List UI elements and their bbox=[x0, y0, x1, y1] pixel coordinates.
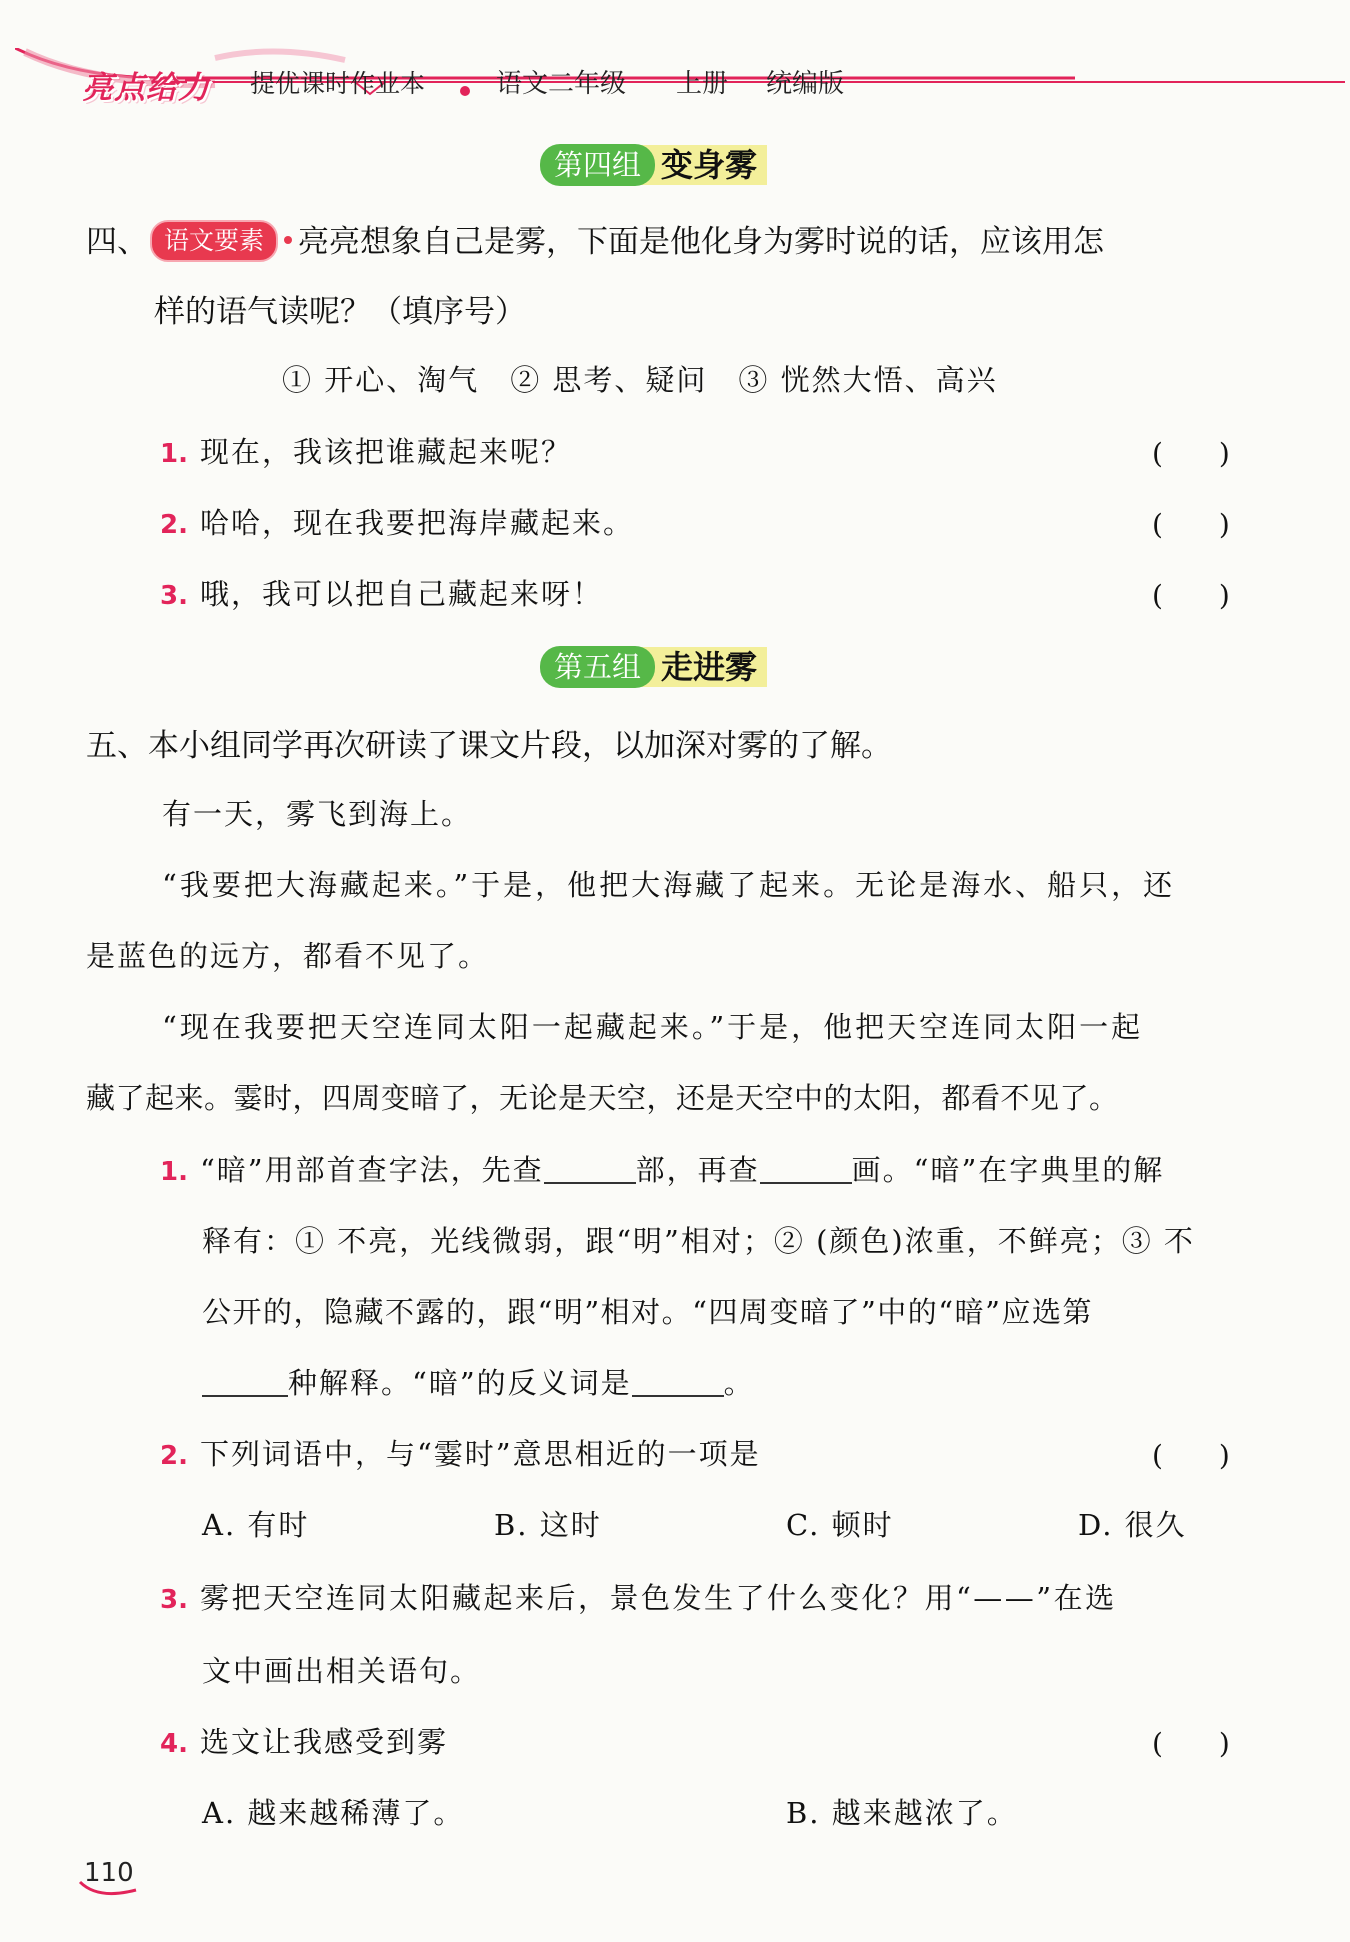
passage-line-2: “我要把大海藏起来。”于是，他把大海藏了起来。无论是海水、船只，还 bbox=[162, 868, 1176, 902]
page-number: 110 bbox=[84, 1858, 134, 1888]
q4-item-2 bbox=[160, 501, 634, 542]
sub1-line4a: 种解释。“暗”的反义词是 bbox=[288, 1366, 632, 1400]
item-number: 2. bbox=[160, 510, 188, 540]
q4-label: 四、 bbox=[86, 224, 148, 260]
choice-a[interactable]: A. 有时 bbox=[202, 1508, 310, 1542]
header-subtitle: 提优课时作业本 bbox=[250, 69, 426, 98]
item-number: 1. bbox=[160, 1157, 188, 1187]
sub1-part2: 部，再查 bbox=[635, 1153, 760, 1187]
q5-sub4 bbox=[160, 1720, 448, 1761]
q5-sub3-line2: 文中画出相关语句。 bbox=[202, 1654, 482, 1688]
item-number: 2. bbox=[160, 1441, 188, 1471]
fill-blank-strokes[interactable] bbox=[760, 1154, 852, 1184]
q4-item-3-answer: ( ) bbox=[1152, 579, 1230, 612]
group4-tag: 第四组 bbox=[540, 144, 655, 186]
sub1-part3: 画。“暗”在字典里的解 bbox=[851, 1153, 1165, 1187]
choice-d[interactable]: D. 很久 bbox=[1078, 1508, 1187, 1542]
passage-line-1: 有一天，雾飞到海上。 bbox=[162, 797, 473, 831]
group4-name: 变身雾 bbox=[639, 145, 767, 185]
q5-sub4-answer: ( ) bbox=[1152, 1727, 1230, 1760]
group4-title bbox=[540, 143, 767, 187]
fill-blank-radical[interactable] bbox=[544, 1154, 636, 1184]
choice-b[interactable]: B. 越来越浓了。 bbox=[786, 1796, 1018, 1830]
q5-sub2-answer: ( ) bbox=[1152, 1439, 1230, 1472]
sub1-line4b: 。 bbox=[723, 1366, 755, 1400]
fill-blank-antonym[interactable] bbox=[632, 1367, 724, 1397]
group5-name: 走进雾 bbox=[639, 647, 767, 687]
choice-a[interactable]: A. 越来越稀薄了。 bbox=[202, 1796, 465, 1830]
q4-item-1-answer: ( ) bbox=[1152, 437, 1230, 470]
q4-options: ① 开心、淘气 ② 思考、疑问 ③ 恍然大悟、高兴 bbox=[282, 363, 998, 397]
sub3-line1: 雾把天空连同太阳藏起来后，景色发生了什么变化？用“——”在选 bbox=[199, 1581, 1117, 1615]
q5-sub1-line4 bbox=[202, 1361, 755, 1402]
header-volume: 上册 bbox=[676, 69, 729, 99]
item-text: 哈哈，现在我要把海岸藏起来。 bbox=[199, 506, 634, 540]
item-number: 3. bbox=[160, 1585, 188, 1615]
passage-line-4: “现在我要把天空连同太阳一起藏起来。”于是，他把天空连同太阳一起 bbox=[162, 1010, 1144, 1044]
q4-heading bbox=[86, 216, 1104, 262]
q4-item-2-answer: ( ) bbox=[1152, 508, 1230, 541]
choice-c[interactable]: C. 顿时 bbox=[786, 1508, 894, 1542]
passage-line-5: 藏了起来。霎时，四周变暗了，无论是天空，还是天空中的太阳，都看不见了。 bbox=[86, 1081, 1119, 1115]
q4-text-line1: 亮亮想象自己是雾，下面是他化身为雾时说的话，应该用怎 bbox=[298, 224, 1105, 260]
q5-heading: 五、本小组同学再次研读了课文片段，以加深对雾的了解。 bbox=[86, 728, 892, 764]
sub4-text: 选文让我感受到雾 bbox=[199, 1725, 448, 1759]
q5-sub1-line2: 释有：① 不亮，光线微弱，跟“明”相对；② (颜色)浓重，不鲜亮；③ 不 bbox=[202, 1224, 1195, 1258]
choice-b[interactable]: B. 这时 bbox=[494, 1508, 602, 1542]
q4-text-line2: 样的语气读呢？（填序号） bbox=[154, 294, 526, 330]
group5-title bbox=[540, 645, 767, 689]
q5-sub3-line1 bbox=[160, 1576, 1117, 1617]
q4-badge: 语文要素 bbox=[150, 220, 278, 262]
q5-sub1-line1 bbox=[160, 1148, 1164, 1189]
header-edition: 统编版 bbox=[766, 69, 845, 99]
q5-sub2 bbox=[160, 1432, 761, 1473]
q4-item-3 bbox=[160, 572, 603, 613]
passage-line-3: 是蓝色的远方，都看不见了。 bbox=[86, 939, 490, 973]
brand-logo: 亮点给力 bbox=[82, 70, 210, 106]
item-text: 现在，我该把谁藏起来呢？ bbox=[199, 435, 572, 469]
q4-item-1 bbox=[160, 430, 572, 471]
sub1-part1: “暗”用部首查字法，先查 bbox=[199, 1153, 544, 1187]
sub2-text: 下列词语中，与“霎时”意思相近的一项是 bbox=[199, 1437, 761, 1471]
page-number-swoosh-decoration bbox=[78, 1880, 138, 1900]
fill-blank-definition[interactable] bbox=[202, 1367, 288, 1397]
badge-dot-icon bbox=[284, 236, 292, 244]
item-number: 3. bbox=[160, 581, 188, 611]
item-text: 哦，我可以把自己藏起来呀！ bbox=[199, 577, 603, 611]
header-dot-icon bbox=[460, 86, 470, 96]
group5-tag: 第五组 bbox=[540, 646, 655, 688]
header-grade: 语文二年级 bbox=[496, 69, 627, 99]
q5-sub1-line3: 公开的，隐藏不露的，跟“明”相对。“四周变暗了”中的“暗”应选第 bbox=[202, 1295, 1093, 1329]
item-number: 4. bbox=[160, 1729, 188, 1759]
item-number: 1. bbox=[160, 439, 188, 469]
